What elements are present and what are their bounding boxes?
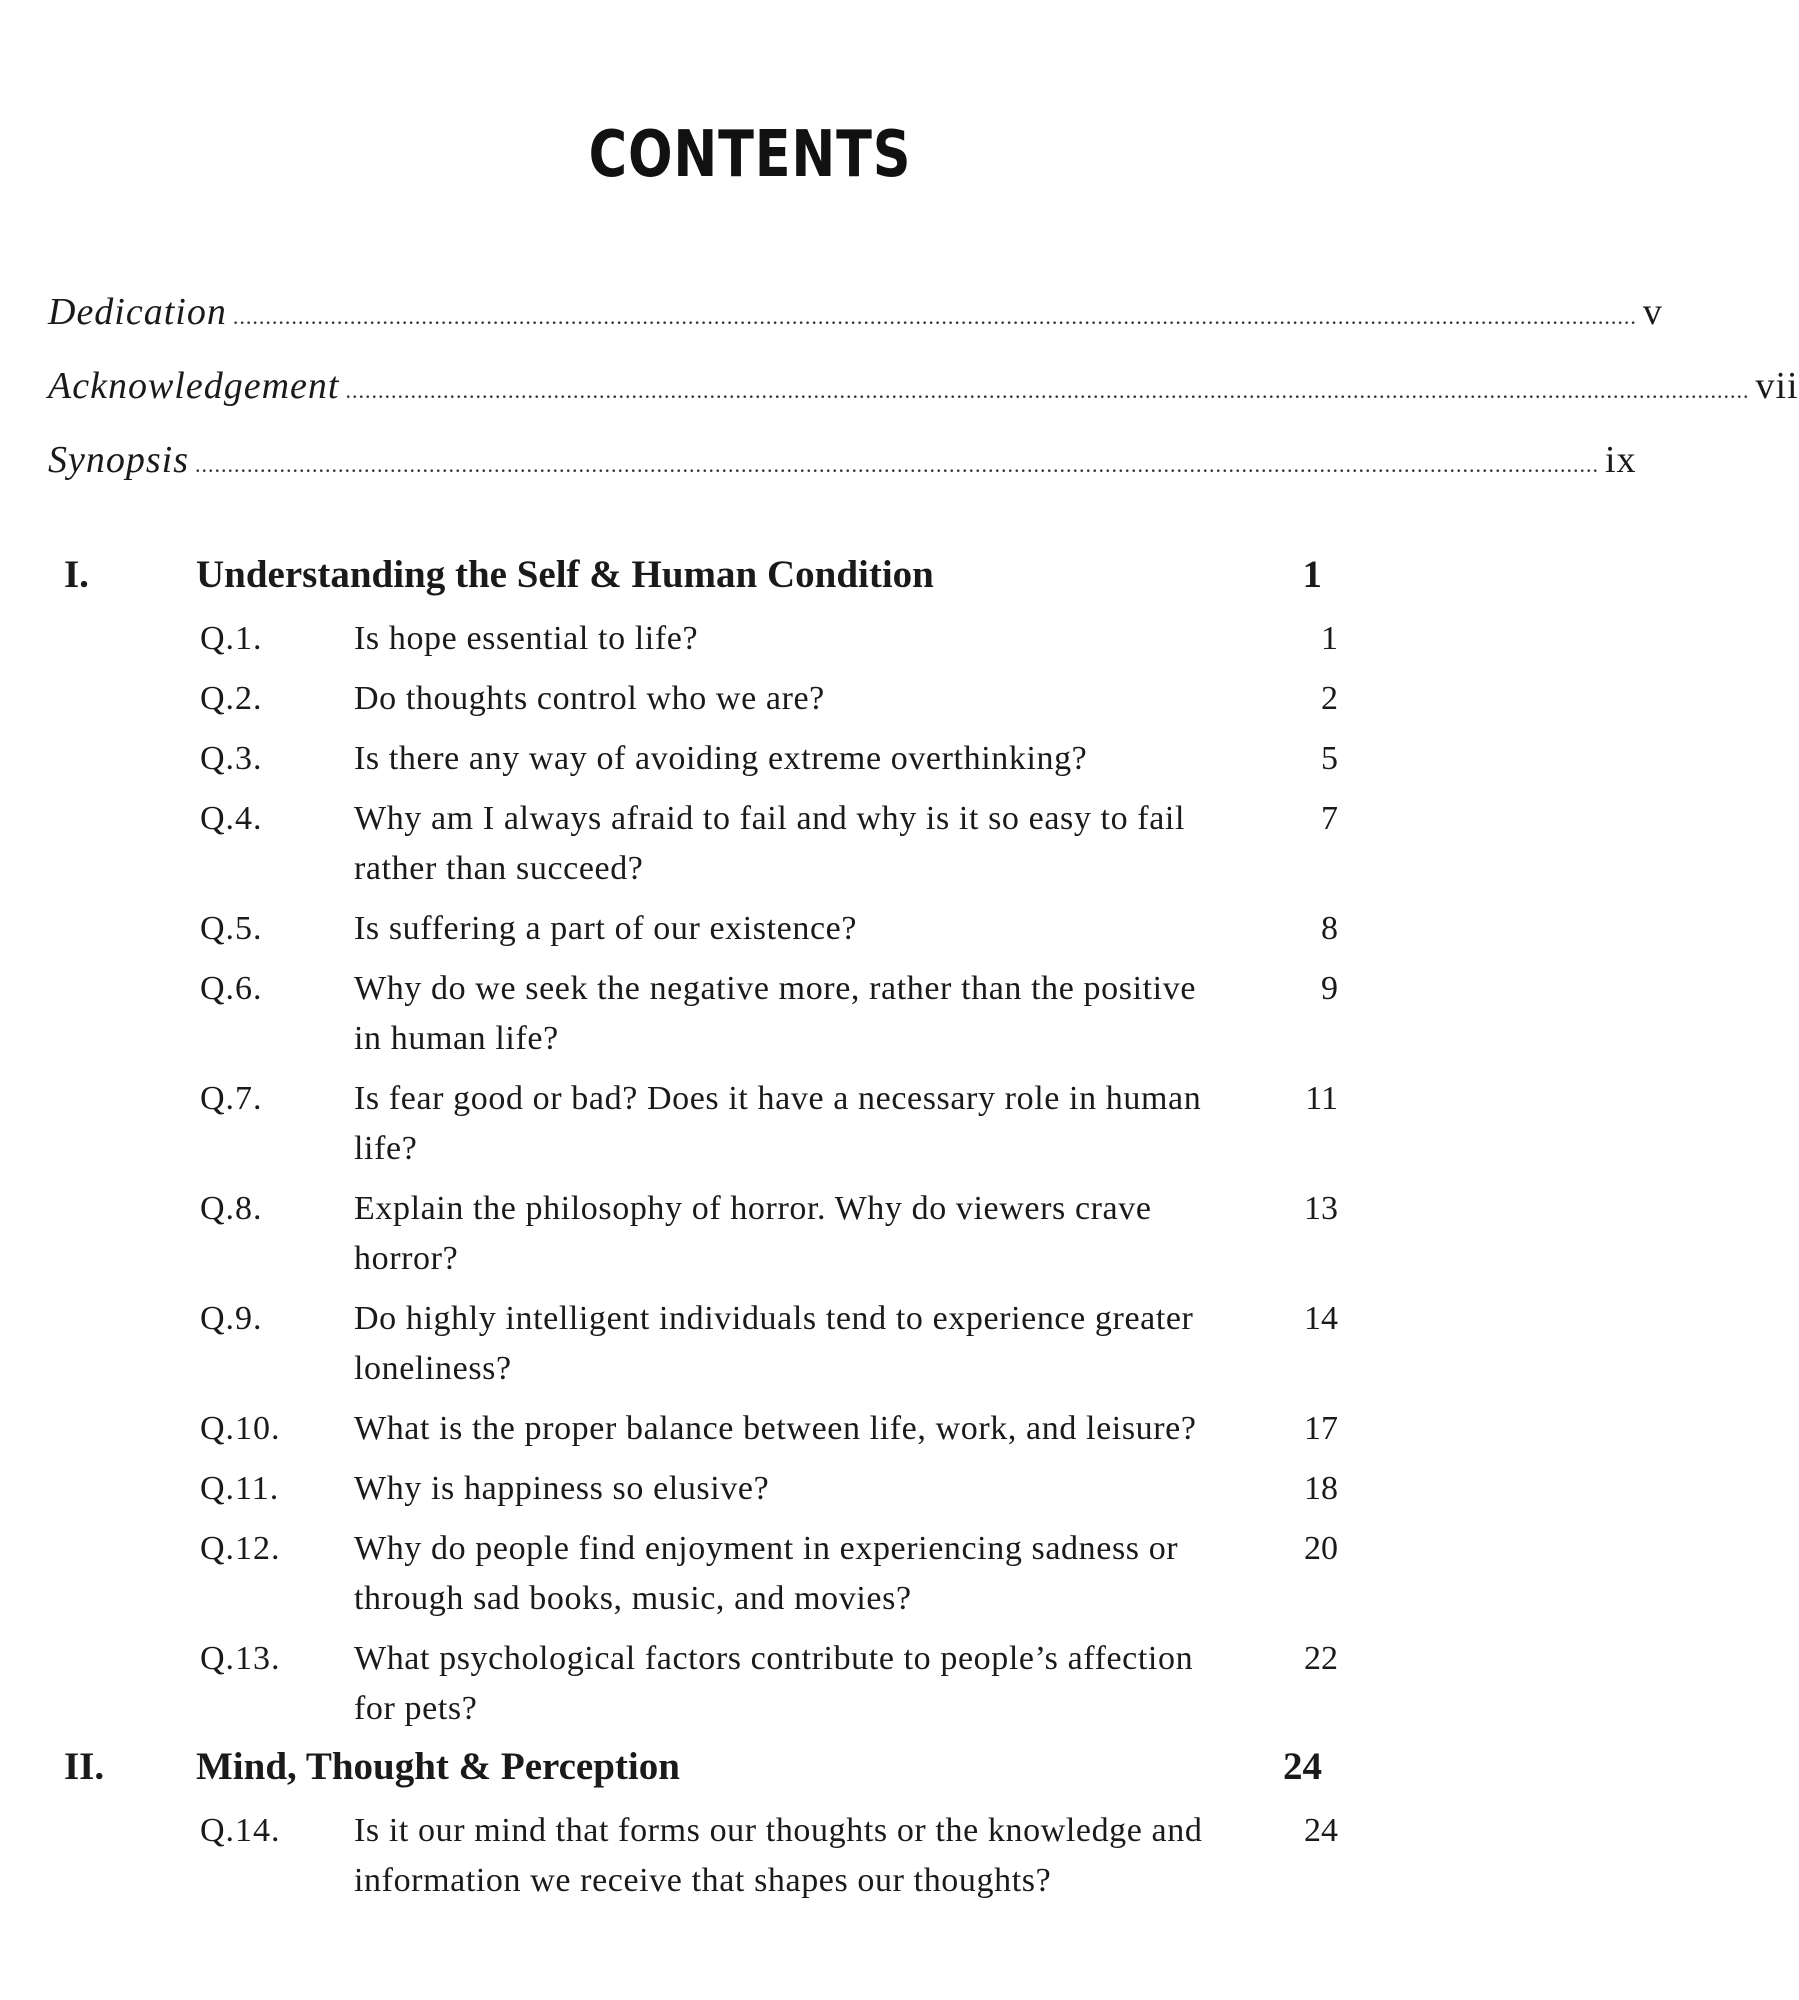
question-number: Q.14. [200, 1812, 281, 1849]
toc-question[interactable] [0, 614, 1500, 664]
front-matter-page: vii [1755, 365, 1799, 407]
page-title: CONTENTS [588, 118, 912, 192]
section-page: 24 [1283, 1745, 1322, 1788]
section-heading[interactable] [0, 552, 1500, 614]
question-text: Do highly intelligent individuals tend to experience greater loneliness? [354, 1300, 1194, 1387]
question-number: Q.9. [200, 1300, 263, 1337]
question-number: Q.4. [200, 800, 263, 837]
question-page: 18 [1304, 1470, 1338, 1507]
question-page: 1 [1321, 620, 1338, 657]
question-text: What psychological factors contribute to people’s affection for pets? [354, 1640, 1194, 1727]
toc-question[interactable] [0, 1806, 1500, 1906]
front-matter-title: Synopsis [48, 439, 189, 481]
question-number: Q.8. [200, 1190, 263, 1227]
toc-question[interactable] [0, 1524, 1500, 1624]
toc-question[interactable] [0, 1184, 1500, 1284]
question-text: Is suffering a part of our existence? [354, 910, 858, 947]
front-matter-title: Dedication [48, 291, 227, 333]
question-number: Q.10. [200, 1410, 281, 1447]
question-text: What is the proper balance between life, work, and leisure? [354, 1410, 1197, 1447]
toc-question[interactable] [0, 1634, 1500, 1734]
question-number: Q.13. [200, 1640, 281, 1677]
toc-question[interactable] [0, 1464, 1500, 1514]
section-number: I. [64, 553, 89, 596]
question-text: Is hope essential to life? [354, 620, 699, 657]
question-page: 5 [1321, 740, 1338, 777]
section-title: Mind, Thought & Perception [196, 1745, 680, 1788]
question-page: 17 [1304, 1410, 1338, 1447]
question-text: Is there any way of avoiding extreme overthinking? [354, 740, 1088, 777]
question-text: Explain the philosophy of horror. Why do viewers crave horror? [354, 1190, 1152, 1277]
front-matter-item[interactable] [48, 364, 1799, 438]
section-page: 1 [1302, 553, 1322, 596]
leader-dots: ........................................................................................................................................................................................................................ [232, 304, 1637, 329]
question-page: 2 [1321, 680, 1338, 717]
question-page: 20 [1304, 1530, 1338, 1567]
toc-question[interactable] [0, 674, 1500, 724]
toc-question[interactable] [0, 904, 1500, 954]
front-matter-page: v [1642, 291, 1663, 333]
front-matter-title: Acknowledgement [48, 365, 340, 407]
question-text: Is fear good or bad? Does it have a necessary role in human life? [354, 1080, 1202, 1167]
question-number: Q.7. [200, 1080, 263, 1117]
question-page: 14 [1304, 1300, 1338, 1337]
question-page: 9 [1321, 970, 1338, 1007]
question-number: Q.3. [200, 740, 263, 777]
leader-dots: ........................................................................................................................................................................................................................ [195, 452, 1599, 477]
section-number: II. [64, 1745, 105, 1788]
front-matter-item[interactable] [48, 438, 1637, 512]
question-text: Why do people find enjoyment in experiencing sadness or through sad books, music, and movies? [354, 1530, 1179, 1617]
front-matter-page: ix [1605, 439, 1637, 481]
question-number: Q.1. [200, 620, 263, 657]
section-heading[interactable] [0, 1744, 1500, 1806]
question-number: Q.2. [200, 680, 263, 717]
question-page: 11 [1305, 1080, 1338, 1117]
question-number: Q.12. [200, 1530, 281, 1567]
question-text: Why am I always afraid to fail and why is it so easy to fail rather than succeed? [354, 800, 1185, 887]
leader-dots: ........................................................................................................................................................................................................................ [345, 378, 1750, 403]
question-page: 22 [1304, 1640, 1338, 1677]
question-page: 13 [1304, 1190, 1338, 1227]
section-title: Understanding the Self & Human Condition [196, 553, 934, 596]
front-matter-item[interactable] [48, 290, 1663, 364]
question-page: 7 [1321, 800, 1338, 837]
question-number: Q.11. [200, 1470, 280, 1507]
question-text: Why do we seek the negative more, rather than the positive in human life? [354, 970, 1197, 1057]
toc-question[interactable] [0, 1074, 1500, 1174]
toc-question[interactable] [0, 1404, 1500, 1454]
question-number: Q.6. [200, 970, 263, 1007]
question-page: 8 [1321, 910, 1338, 947]
question-text: Do thoughts control who we are? [354, 680, 825, 717]
toc-question[interactable] [0, 794, 1500, 894]
question-page: 24 [1304, 1812, 1338, 1849]
toc-question[interactable] [0, 964, 1500, 1064]
question-text: Why is happiness so elusive? [354, 1470, 770, 1507]
question-text: Is it our mind that forms our thoughts or the knowledge and information we receive that shapes our thoughts? [354, 1812, 1203, 1899]
toc-question[interactable] [0, 1294, 1500, 1394]
question-number: Q.5. [200, 910, 263, 947]
toc-list [0, 552, 1500, 1916]
toc-question[interactable] [0, 734, 1500, 784]
